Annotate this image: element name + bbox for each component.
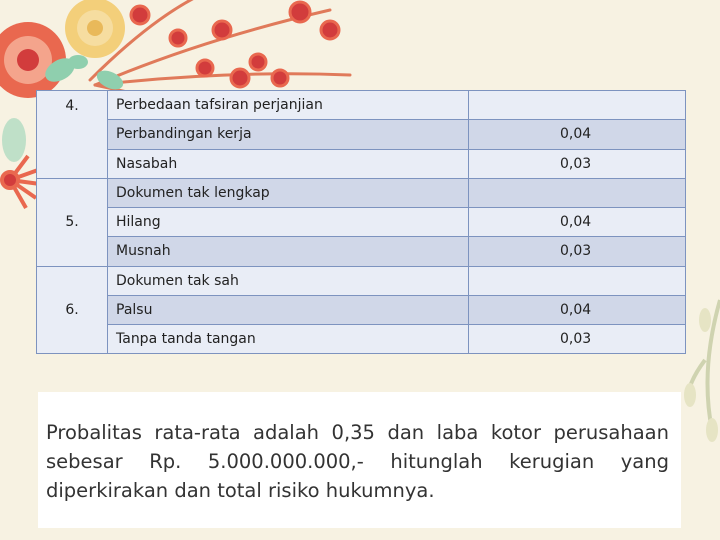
- table-row-item: [37, 237, 686, 266]
- category-label: Perbedaan tafsiran perjanjian: [108, 91, 469, 120]
- table-row-item: [37, 149, 686, 178]
- table-row-category: [37, 91, 686, 120]
- problem-text: Probalitas rata-rata adalah 0,35 dan laba kotor perusahaan sebesar Rp. 5.000.000.000,- hitunglah kerugian yang diperkirakan dan total risiko hukumnya.: [46, 421, 669, 502]
- table-row-item: [37, 208, 686, 237]
- item-value: 0,03: [469, 149, 686, 178]
- category-value: [469, 178, 686, 207]
- item-number: 5.: [37, 178, 108, 266]
- item-value: 0,03: [469, 325, 686, 354]
- table-row-item: [37, 325, 686, 354]
- item-value: 0,03: [469, 237, 686, 266]
- category-label: Dokumen tak lengkap: [108, 178, 469, 207]
- item-value: 0,04: [469, 208, 686, 237]
- table-row-item: [37, 120, 686, 149]
- category-label: Dokumen tak sah: [108, 266, 469, 295]
- item-value: 0,04: [469, 295, 686, 324]
- item-label: Tanpa tanda tangan: [108, 325, 469, 354]
- item-label: Palsu: [108, 295, 469, 324]
- item-number: 6.: [37, 266, 108, 354]
- item-label: Perbandingan kerja: [108, 120, 469, 149]
- table-row-category: [37, 266, 686, 295]
- item-label: Hilang: [108, 208, 469, 237]
- category-value: [469, 266, 686, 295]
- item-label: Musnah: [108, 237, 469, 266]
- table-row-item: [37, 295, 686, 324]
- table-row-category: [37, 178, 686, 207]
- item-label: Nasabah: [108, 149, 469, 178]
- item-value: 0,04: [469, 120, 686, 149]
- item-number: 4.: [37, 91, 108, 179]
- risk-probability-table: [36, 90, 686, 354]
- category-value: [469, 91, 686, 120]
- problem-statement: [38, 392, 681, 528]
